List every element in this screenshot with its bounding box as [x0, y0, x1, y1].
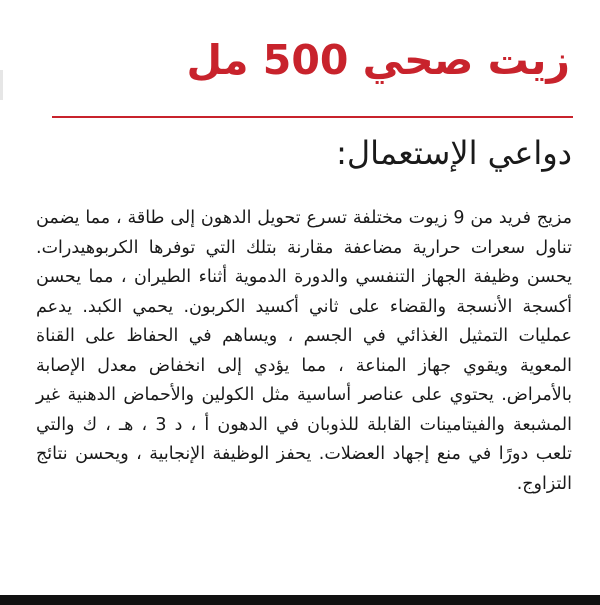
title-divider — [52, 116, 573, 118]
page-edge-mark — [0, 70, 3, 100]
usage-heading: دواعي الإستعمال: — [336, 134, 572, 172]
usage-description: مزيج فريد من 9 زيوت مختلفة تسرع تحويل الدهون إلى طاقة ، مما يضمن تناول سعرات حرارية مضاعفة مقارنة بتلك التي توفرها الكربوهيدرات. يحسن وظيفة الجهاز التنفسي والدورة الدموية أثناء الطيران ، مما يحسن أكسجة الأنسجة والقضاء على ثاني أكسيد الكربون. يحمي الكبد. يدعم عمليات التمثيل الغذائي في الجسم ، ويساهم في الحفاظ على القناة المعوية ويقوي جهاز المناعة ، مما يؤدي إلى انخفاض معدل الإصابة بالأمراض. يحتوي على عناصر أساسية مثل الكولين والأحماض الدهنية غير المشبعة والفيتامينات القابلة للذوبان في الدهون أ ، د 3 ، هـ ، ك والتي تلعب دورًا في منع إجهاد العضلات. يحفز الوظيفة الإنجابية ، ويحسن نتائج التزاوج. — [36, 208, 572, 494]
product-title: زيت صحي 500 مل — [186, 36, 570, 84]
bottom-bar — [0, 595, 600, 605]
